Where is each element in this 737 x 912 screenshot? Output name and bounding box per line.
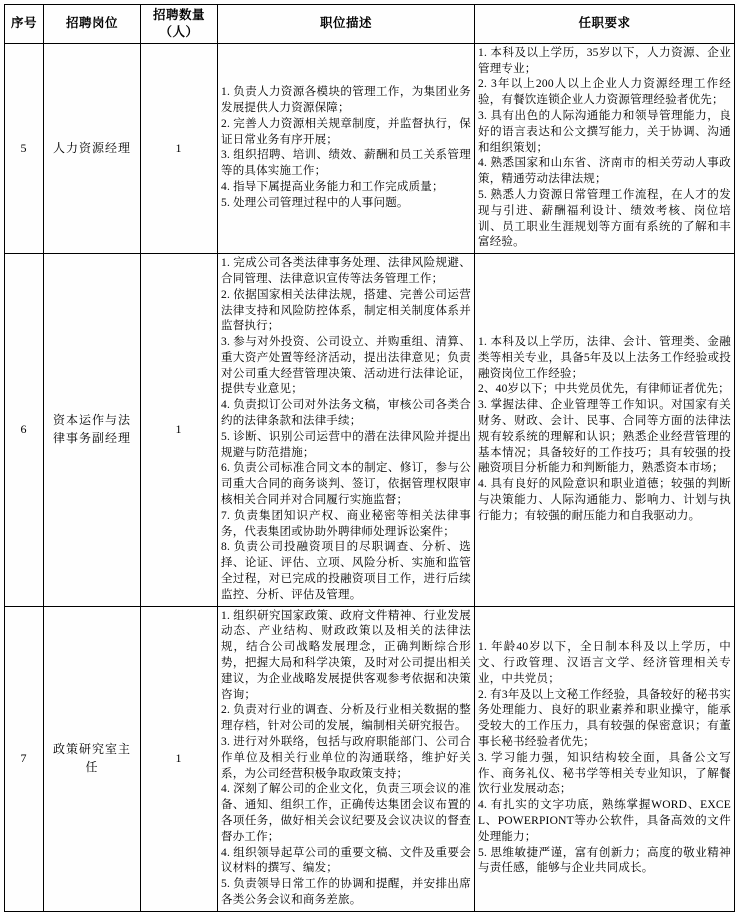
column-header-serial: 序号 xyxy=(5,5,44,44)
requirement-item: 3. 学习能力强，知识结构较全面，具备公文写作、商务礼仪、秘书学等相关专业知识，了解餐饮行业发展动态； xyxy=(478,751,731,796)
description-cell xyxy=(218,606,475,911)
description-item: 4. 指导下属提高业务能力和工作完成质量； xyxy=(221,181,444,194)
recruitment-table xyxy=(4,4,735,912)
description-item: 5. 诊断、识别公司运营中的潜在法律风险并提出规避与防范措施； xyxy=(221,430,471,459)
description-item: 4. 组织领导起草公司的重要文稿、文件及重要会议材料的撰写、编发； xyxy=(221,846,471,875)
requirement-item: 3. 掌握法律、企业管理等工作知识。对国家有关财务、财政、会计、民事、合同等方面的法律法规有较系统的理解和认识；熟悉企业经营管理的基本情况；具备较好的工作技巧；具有较强的投融资项目分析能力和判断能力，熟悉资本市场； xyxy=(478,399,731,475)
requirement-item: 1. 本科及以上学历，35岁以下，人力资源、企业管理专业； xyxy=(478,46,731,75)
column-header-requirements: 任职要求 xyxy=(475,5,735,44)
count-cell: 1 xyxy=(141,254,218,607)
description-item: 2. 依据国家相关法律法规，搭建、完善公司运营法律支持和风险防控体系，制定相关制度体系并监督执行； xyxy=(221,288,471,333)
description-item: 2. 完善人力资源相关规章制度，并监督执行，保证日常业务有序开展； xyxy=(221,117,471,146)
table-header-row xyxy=(5,5,735,44)
requirement-item: 4. 熟悉国家和山东省、济南市的相关劳动人事政策，精通劳动法律法规； xyxy=(478,157,731,186)
requirements-cell xyxy=(475,254,735,607)
description-cell xyxy=(218,254,475,607)
requirement-item: 3. 具有出色的人际沟通能力和领导管理能力，良好的语言表达和公文撰写能力，关于协调、沟通和组织策划； xyxy=(478,109,731,154)
description-item: 2. 负责对行业的调查、分析及行业相关数据的整理存档，针对公司的发展，编制相关研究报告。 xyxy=(221,704,471,733)
table-row xyxy=(5,606,735,911)
table-row xyxy=(5,254,735,607)
description-item: 8. 负责公司投融资项目的尽职调查、分析、选择、论证、评估、立项、风险分析、实施和监管全过程，对已完成的投融资项目工作，进行后续监控、分析、评估及管理。 xyxy=(221,541,471,601)
requirements-cell xyxy=(475,606,735,911)
description-item: 6. 负责公司标准合同文本的制定、修订，参与公司重大合同的商务谈判、签订，依据管理权限审核相关合同并对合同履行实施监督； xyxy=(221,462,471,507)
column-header-position: 招聘岗位 xyxy=(44,5,141,44)
serial-number-cell: 5 xyxy=(5,43,44,253)
requirement-item: 2、40岁以下；中共党员优先，有律师证者优先； xyxy=(478,383,730,396)
count-cell: 1 xyxy=(141,606,218,911)
table-row xyxy=(5,43,735,253)
description-cell xyxy=(218,43,475,253)
position-cell: 政策研究室主任 xyxy=(44,606,141,911)
column-header-count: 招聘数量（人） xyxy=(141,5,218,44)
requirement-item: 5. 熟悉人力资源日常管理工作流程，在人才的发现与引进、薪酬福利设计、绩效考核、岗位培训、员工职业生涯规划等方面有系统的了解和丰富经验。 xyxy=(478,188,731,249)
description-item: 1. 组织研究国家政策、政府文件精神、行业发展动态、产业结构、财政政策以及相关的法律法规，结合公司战略发展理念，正确判断综合形势，把握大局和科学决策，及时对公司提出相关建议，为企业战略发展提供客观参考依据和决策咨询； xyxy=(221,609,471,701)
requirement-item: 4. 具有良好的风险意识和职业道德；较强的判断与决策能力、人际沟通能力、影响力、计划与执行能力；有较强的耐压能力和自我驱动力。 xyxy=(478,478,731,522)
requirement-item: 2. 3年以上200人以上企业人力资源经理工作经验，有餐饮连锁企业人力资源管理经验者优先； xyxy=(478,78,731,107)
description-item: 3. 进行对外联络，包括与政府职能部门、公司合作单位及相关行业单位的沟通联络，维护好关系，为公司经营积极争取政策支持； xyxy=(221,736,471,780)
column-header-description: 职位描述 xyxy=(218,5,475,44)
description-item: 5. 负责领导日常工作的协调和提醒，并安排出席各类公务会议和商务差旅。 xyxy=(221,878,471,906)
count-cell: 1 xyxy=(141,43,218,253)
description-item: 4. 深刻了解公司的企业文化，负责三项会议的准备、通知、组织工作，正确传达集团会议布置的各项任务，做好相关会议纪要及会议决议的督查督办工作； xyxy=(221,783,471,843)
requirement-item: 2. 有3年及以上文秘工作经验，具备较好的秘书实务处理能力、良好的职业素养和职业操守，能承受较大的工作压力，具有较强的保密意识；有董事长秘书经验者优先； xyxy=(478,688,731,749)
requirements-cell xyxy=(475,43,735,253)
position-cell: 资本运作与法律事务副经理 xyxy=(44,254,141,607)
position-cell: 人力资源经理 xyxy=(44,43,141,253)
description-item: 3. 参与对外投资、公司设立、并购重组、清算、重大资产处置等经济活动，提出法律意见；负责对公司重大经营管理决策、活动进行法律论证，提供专业意见； xyxy=(221,336,471,396)
requirement-item: 4. 有扎实的文字功底，熟练掌握WORD、EXCEL、POWERPIONT等办公软件，具备高效的文件处理能力； xyxy=(478,799,731,843)
description-item: 4. 负责拟订公司对外法务文稿，审核公司各类合约的法律条款和法律手续； xyxy=(221,399,471,428)
description-item: 7. 负责集团知识产权、商业秘密等相关法律事务，代表集团或协助外聘律师处理诉讼案件； xyxy=(221,509,471,538)
requirement-item: 1. 本科及以上学历，法律、会计、管理类、金融类等相关专业，具备5年及以上法务工作经验或投融资岗位工作经验； xyxy=(478,336,731,380)
serial-number-cell: 6 xyxy=(5,254,44,607)
serial-number-cell: 7 xyxy=(5,606,44,911)
description-item: 1. 完成公司各类法律事务处理、法律风险规避、合同管理、法律意识宣传等法务管理工作； xyxy=(221,257,471,285)
description-item: 1. 负责人力资源各模块的管理工作，为集团业务发展提供人力资源保障； xyxy=(221,86,471,115)
description-item: 3. 组织招聘、培训、绩效、薪酬和员工关系管理等的具体实施工作； xyxy=(221,149,471,178)
description-item: 5. 处理公司管理过程中的人事问题。 xyxy=(221,196,409,209)
requirement-item: 5. 思维敏捷严谨，富有创新力；高度的敬业精神与责任感，能够与企业共同成长。 xyxy=(478,846,731,875)
requirement-item: 1. 年龄40岁以下，全日制本科及以上学历，中文、行政管理、汉语言文学、经济管理相关专业，中共党员； xyxy=(478,641,731,685)
